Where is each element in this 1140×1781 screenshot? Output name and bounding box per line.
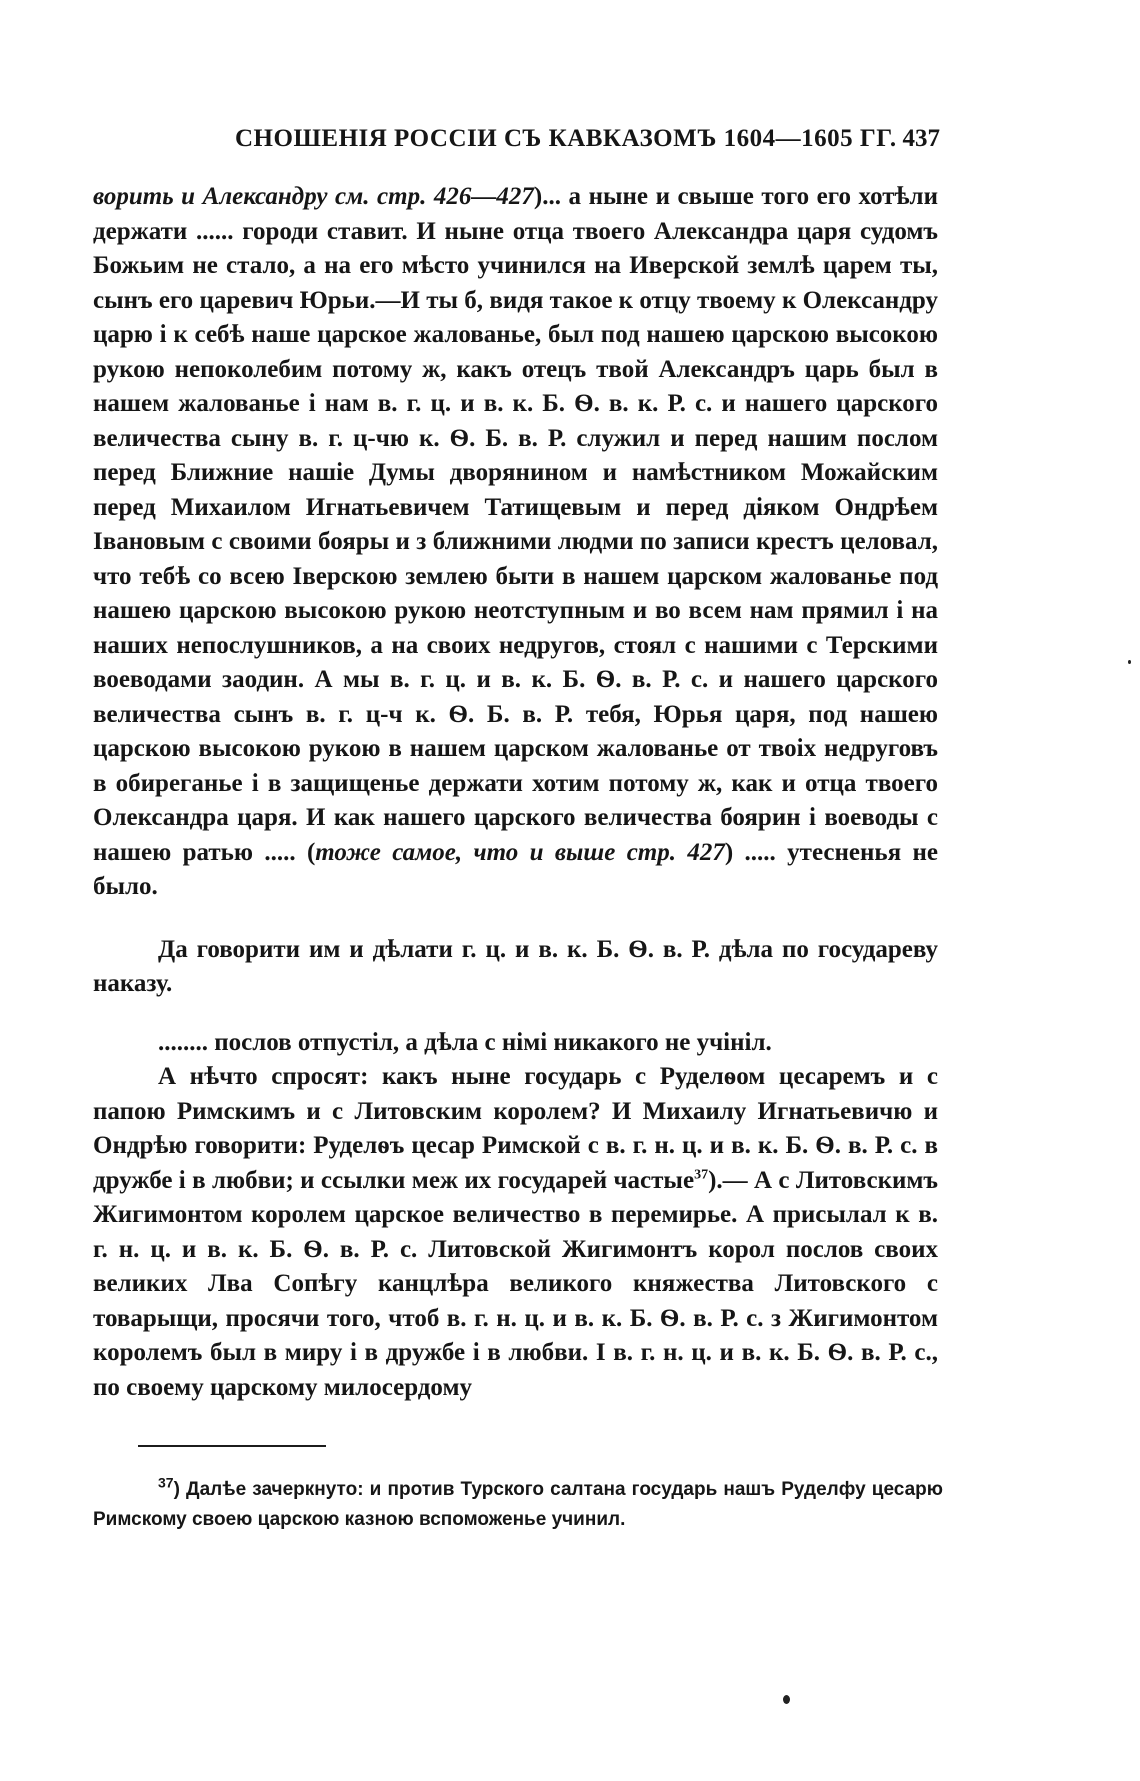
paragraph-4 xyxy=(93,1060,938,1405)
main-text xyxy=(93,180,938,1405)
paragraph-4-continuation: ).— А с Литовскимъ Жигимонтом королем царское величество в перемирье. А присылал к в. г. н. ц. и в. к. Б. Ѳ. в. Р. с. Литовской Жигимонтъ корол послов своих великих Лва Сопѣгу канцлѣра великого княжества Литовского с товарыщи, просячи того, чтоб в. г. н. ц. и в. к. Б. Ѳ. в. Р. с. з Жигимонтом королемъ был в миру і в дружбе і в любви. І в. г. н. ц. и в. к. Б. Ѳ. в. Р. с., по своему царскому милосердому xyxy=(93,1166,939,1401)
paragraph-4-text: А нѣчто спросят: какъ ныне государь с Руделѳом цесаремъ и с папою Римскимъ и с Литовским королем? И Михаилу Игнатьевичю и Ондрѣю говорити: Руделѳъ цесар Римской с в. г. н. ц. и в. к. Б. Ѳ. в. Р. с. в дружбе і в любви; и ссылки меж их государей частые xyxy=(93,1063,938,1194)
paragraph-3: ........ послов отпустіл, а дѣла с німі никакого не учініл. xyxy=(158,1028,772,1056)
page-header xyxy=(225,125,940,159)
footnote-ref: 37 xyxy=(694,1167,709,1183)
footnote-marker: 37 xyxy=(158,1474,174,1491)
italic-note: тоже самое, что и выше стр. 427 xyxy=(315,838,725,866)
footnote xyxy=(93,1475,943,1535)
italic-reference: ворить и Александру см. стр. 426—427 xyxy=(93,183,534,210)
running-title: СНОШЕНІЯ РОССІИ СЪ КАВКАЗОМЪ 1604—1605 ГГ. xyxy=(235,125,897,152)
ink-speck xyxy=(783,1695,790,1704)
ink-speck-small xyxy=(1128,660,1131,664)
footnote-divider xyxy=(138,1445,326,1447)
paragraph-1 xyxy=(93,180,938,905)
paragraph-1-ending: ) ..... утесненья не было. xyxy=(93,838,938,900)
paragraph-1-text: )... а ныне и свыше того его хотѣли держати ...... городи ставит. И ныне отца твоего Александра царя судомъ Божьим не стало, а на его мѣсто учинился на Иверской землѣ царем ты, сынъ его царевич Юрьи.—И ты б, видя такое к отцу твоему к Олександру царю і к себѣ наше царское жалованье, был под нашею царскою высокою рукою непоколебим потому ж, какъ отецъ твой Александръ царь был в нашем жалованье і нам в. г. ц. и в. к. Б. Ѳ. в. к. Р. с. и нашего царского величества сыну в. г. ц-чю к. Ѳ. Б. в. Р. служил и перед нашим послом перед Ближние нашіе Думы дворянином и намѣстником Можайским перед Михаилом Игнатьевичем Татищевым и перед діяком Ондрѣем Івановым с своими бояры и з ближними людми по записи крестъ целовал, что тебѣ со всею Іверскою землею быти в нашем царском жалованье под нашею царскою высокою рукою неотступным и во всем нам прямил і на наших непослушников, а на своих недругов, стоял с нашими с Терскими воеводами заодин. А мы в. г. ц. и в. к. Б. Ѳ. в. Р. с. и нашего царского величества сынъ в. г. ц-ч к. Ѳ. Б. в. Р. тебя, Юрья царя, под нашею царскою высокою рукою в нашем царском жалованье от твоіх недруговъ в обиреганье і в защищенье держати хотим потому ж, как и отца твоего Олександра царя. И как нашего царского величества боярин і воеводы с нашею ратью ..... ( xyxy=(93,183,938,866)
paragraph-2: Да говорити им и дѣлати г. ц. и в. к. Б. Ѳ. в. Р. дѣла по государеву наказу. xyxy=(93,935,938,997)
footnote-text: ) Далѣе зачеркнуто: и против Турского салтана государь нашъ Руделфу цесарю Римскому своею царскою казною вспоможенье учинил. xyxy=(93,1479,943,1530)
page-number: 437 xyxy=(902,125,940,152)
